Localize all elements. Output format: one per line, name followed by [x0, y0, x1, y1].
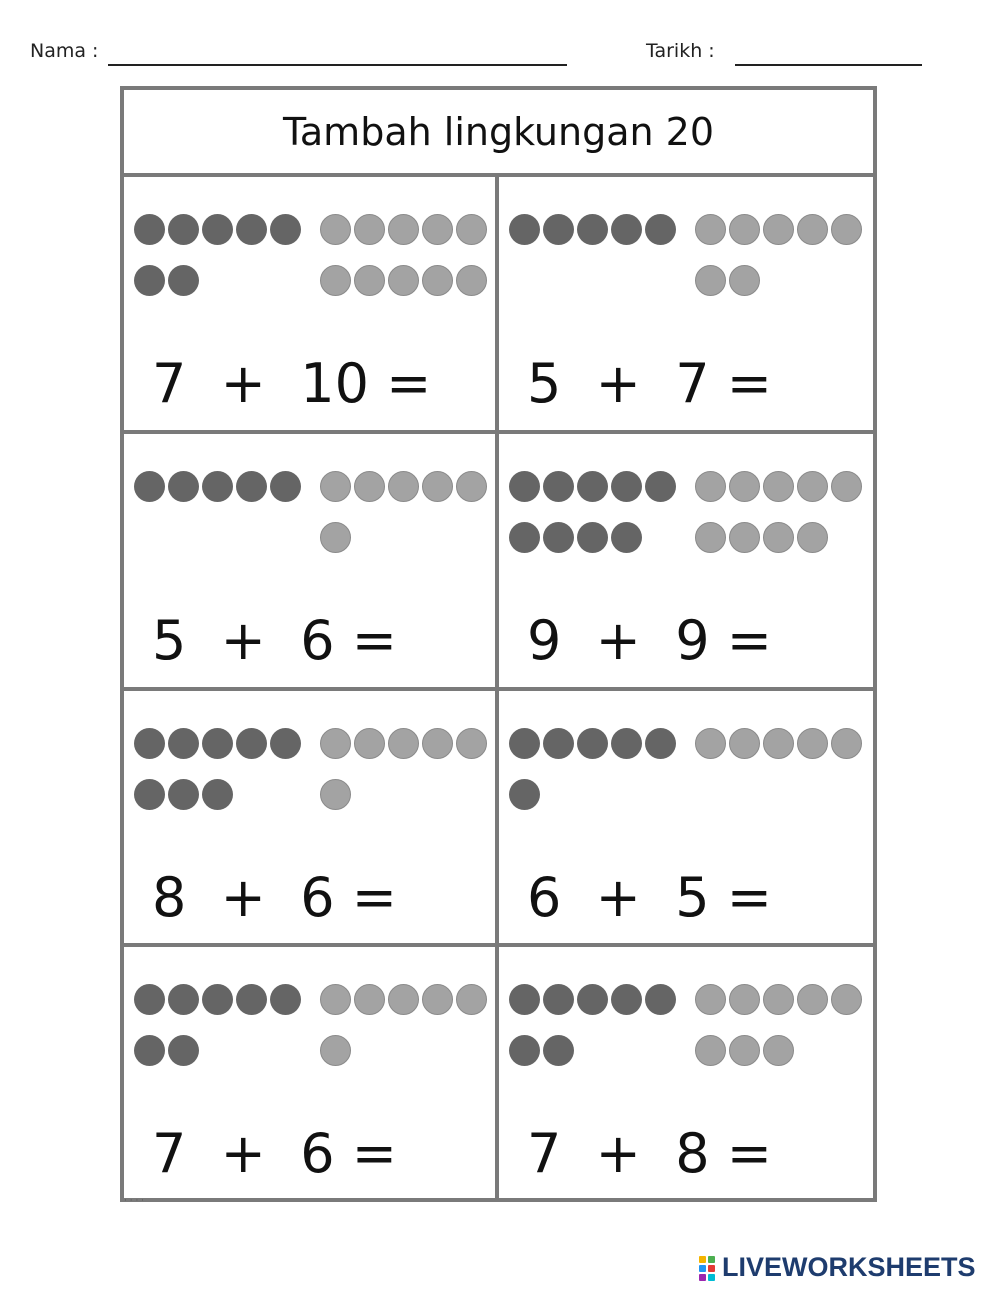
light-counter-dot: [831, 214, 862, 245]
light-counter-dot: [388, 471, 419, 502]
dark-counter-dot: [577, 728, 608, 759]
dark-counter-dot: [168, 984, 199, 1015]
dark-counter-dot: [270, 984, 301, 1015]
equation: 8 + 6 =: [152, 866, 398, 929]
equation: 9 + 9 =: [527, 609, 773, 672]
light-counter-dot: [354, 265, 385, 296]
footer-marks: · · · ·: [124, 1196, 145, 1206]
light-counter-dot: [831, 728, 862, 759]
dark-counter-dot: [134, 471, 165, 502]
dark-counter-dot: [577, 471, 608, 502]
problem-cell: [499, 691, 870, 944]
equation: 6 + 5 =: [527, 866, 773, 929]
dark-counter-dot: [202, 471, 233, 502]
light-counter-dot: [320, 728, 351, 759]
light-counter-dot: [320, 779, 351, 810]
light-counter-dot: [320, 522, 351, 553]
light-counter-dot: [831, 984, 862, 1015]
dark-counter-dot: [543, 1035, 574, 1066]
light-counter-dot: [320, 984, 351, 1015]
counter-dots: [499, 177, 870, 327]
light-counter-dot: [729, 471, 760, 502]
brand-logo: LIVEWORKSHEETS: [722, 1252, 976, 1282]
light-counter-dot: [388, 214, 419, 245]
dark-counter-dot: [168, 214, 199, 245]
dark-counter-dot: [236, 728, 267, 759]
light-counter-dot: [388, 984, 419, 1015]
light-counter-dot: [695, 984, 726, 1015]
light-counter-dot: [456, 265, 487, 296]
light-counter-dot: [422, 471, 453, 502]
dark-counter-dot: [543, 984, 574, 1015]
dark-counter-dot: [611, 984, 642, 1015]
light-counter-dot: [729, 1035, 760, 1066]
light-counter-dot: [320, 265, 351, 296]
dark-counter-dot: [611, 471, 642, 502]
counter-dots: [499, 947, 870, 1097]
problem-cell: [124, 177, 495, 430]
dark-counter-dot: [577, 522, 608, 553]
dark-counter-dot: [202, 214, 233, 245]
dark-counter-dot: [236, 984, 267, 1015]
dark-counter-dot: [168, 728, 199, 759]
light-counter-dot: [729, 265, 760, 296]
dark-counter-dot: [168, 471, 199, 502]
dark-counter-dot: [270, 471, 301, 502]
light-counter-dot: [354, 214, 385, 245]
dark-counter-dot: [543, 214, 574, 245]
dark-counter-dot: [236, 214, 267, 245]
counter-dots: [499, 434, 870, 584]
light-counter-dot: [456, 214, 487, 245]
counter-dots: [124, 947, 495, 1097]
light-counter-dot: [456, 471, 487, 502]
light-counter-dot: [763, 1035, 794, 1066]
dark-counter-dot: [645, 984, 676, 1015]
dark-counter-dot: [509, 214, 540, 245]
dark-counter-dot: [134, 265, 165, 296]
dark-counter-dot: [236, 471, 267, 502]
dark-counter-dot: [202, 779, 233, 810]
light-counter-dot: [422, 728, 453, 759]
light-counter-dot: [354, 471, 385, 502]
dark-counter-dot: [543, 728, 574, 759]
light-counter-dot: [388, 728, 419, 759]
light-counter-dot: [422, 214, 453, 245]
light-counter-dot: [422, 984, 453, 1015]
light-counter-dot: [763, 728, 794, 759]
dark-counter-dot: [611, 214, 642, 245]
dark-counter-dot: [645, 214, 676, 245]
light-counter-dot: [729, 984, 760, 1015]
counter-dots: [124, 691, 495, 841]
date-line: [735, 64, 922, 66]
dark-counter-dot: [543, 471, 574, 502]
worksheet-grid: [120, 86, 877, 1202]
dark-counter-dot: [270, 214, 301, 245]
name-label: Nama :: [30, 40, 99, 62]
dark-counter-dot: [509, 728, 540, 759]
dark-counter-dot: [134, 728, 165, 759]
light-counter-dot: [763, 471, 794, 502]
dark-counter-dot: [509, 984, 540, 1015]
light-counter-dot: [831, 471, 862, 502]
light-counter-dot: [354, 728, 385, 759]
light-counter-dot: [422, 265, 453, 296]
dark-counter-dot: [202, 728, 233, 759]
problem-cell: [499, 434, 870, 687]
problem-cell: [124, 691, 495, 944]
light-counter-dot: [320, 471, 351, 502]
dark-counter-dot: [645, 728, 676, 759]
dark-counter-dot: [134, 1035, 165, 1066]
light-counter-dot: [729, 728, 760, 759]
counter-dots: [124, 434, 495, 584]
light-counter-dot: [695, 214, 726, 245]
dark-counter-dot: [509, 779, 540, 810]
dark-counter-dot: [509, 471, 540, 502]
dark-counter-dot: [543, 522, 574, 553]
light-counter-dot: [388, 265, 419, 296]
light-counter-dot: [763, 522, 794, 553]
light-counter-dot: [695, 265, 726, 296]
light-counter-dot: [729, 522, 760, 553]
light-counter-dot: [354, 984, 385, 1015]
problem-cell: [124, 434, 495, 687]
light-counter-dot: [456, 728, 487, 759]
counter-dots: [124, 177, 495, 327]
dark-counter-dot: [645, 471, 676, 502]
dark-counter-dot: [134, 214, 165, 245]
light-counter-dot: [695, 471, 726, 502]
light-counter-dot: [763, 214, 794, 245]
light-counter-dot: [456, 984, 487, 1015]
dark-counter-dot: [168, 265, 199, 296]
light-counter-dot: [797, 522, 828, 553]
light-counter-dot: [695, 728, 726, 759]
equation: 7 + 6 =: [152, 1122, 398, 1185]
counter-dots: [499, 691, 870, 841]
dark-counter-dot: [134, 779, 165, 810]
dark-counter-dot: [168, 1035, 199, 1066]
dark-counter-dot: [509, 1035, 540, 1066]
light-counter-dot: [695, 1035, 726, 1066]
date-label: Tarikh :: [646, 40, 715, 62]
light-counter-dot: [797, 728, 828, 759]
equation: 5 + 6 =: [152, 609, 398, 672]
light-counter-dot: [797, 214, 828, 245]
light-counter-dot: [797, 471, 828, 502]
light-counter-dot: [320, 1035, 351, 1066]
problem-cell: [499, 177, 870, 430]
problem-cell: [124, 947, 495, 1200]
dark-counter-dot: [577, 984, 608, 1015]
problem-cell: [499, 947, 870, 1200]
dark-counter-dot: [611, 522, 642, 553]
light-counter-dot: [797, 984, 828, 1015]
dark-counter-dot: [611, 728, 642, 759]
worksheet-title: Tambah lingkungan 20: [124, 90, 873, 177]
light-counter-dot: [695, 522, 726, 553]
equation: 5 + 7 =: [527, 352, 773, 415]
dark-counter-dot: [168, 779, 199, 810]
dark-counter-dot: [134, 984, 165, 1015]
light-counter-dot: [320, 214, 351, 245]
equation: 7 + 10 =: [152, 352, 432, 415]
liveworksheets-logo-icon: [699, 1256, 717, 1280]
dark-counter-dot: [270, 728, 301, 759]
light-counter-dot: [763, 984, 794, 1015]
light-counter-dot: [729, 214, 760, 245]
name-line: [108, 64, 567, 66]
equation: 7 + 8 =: [527, 1122, 773, 1185]
dark-counter-dot: [509, 522, 540, 553]
dark-counter-dot: [202, 984, 233, 1015]
dark-counter-dot: [577, 214, 608, 245]
